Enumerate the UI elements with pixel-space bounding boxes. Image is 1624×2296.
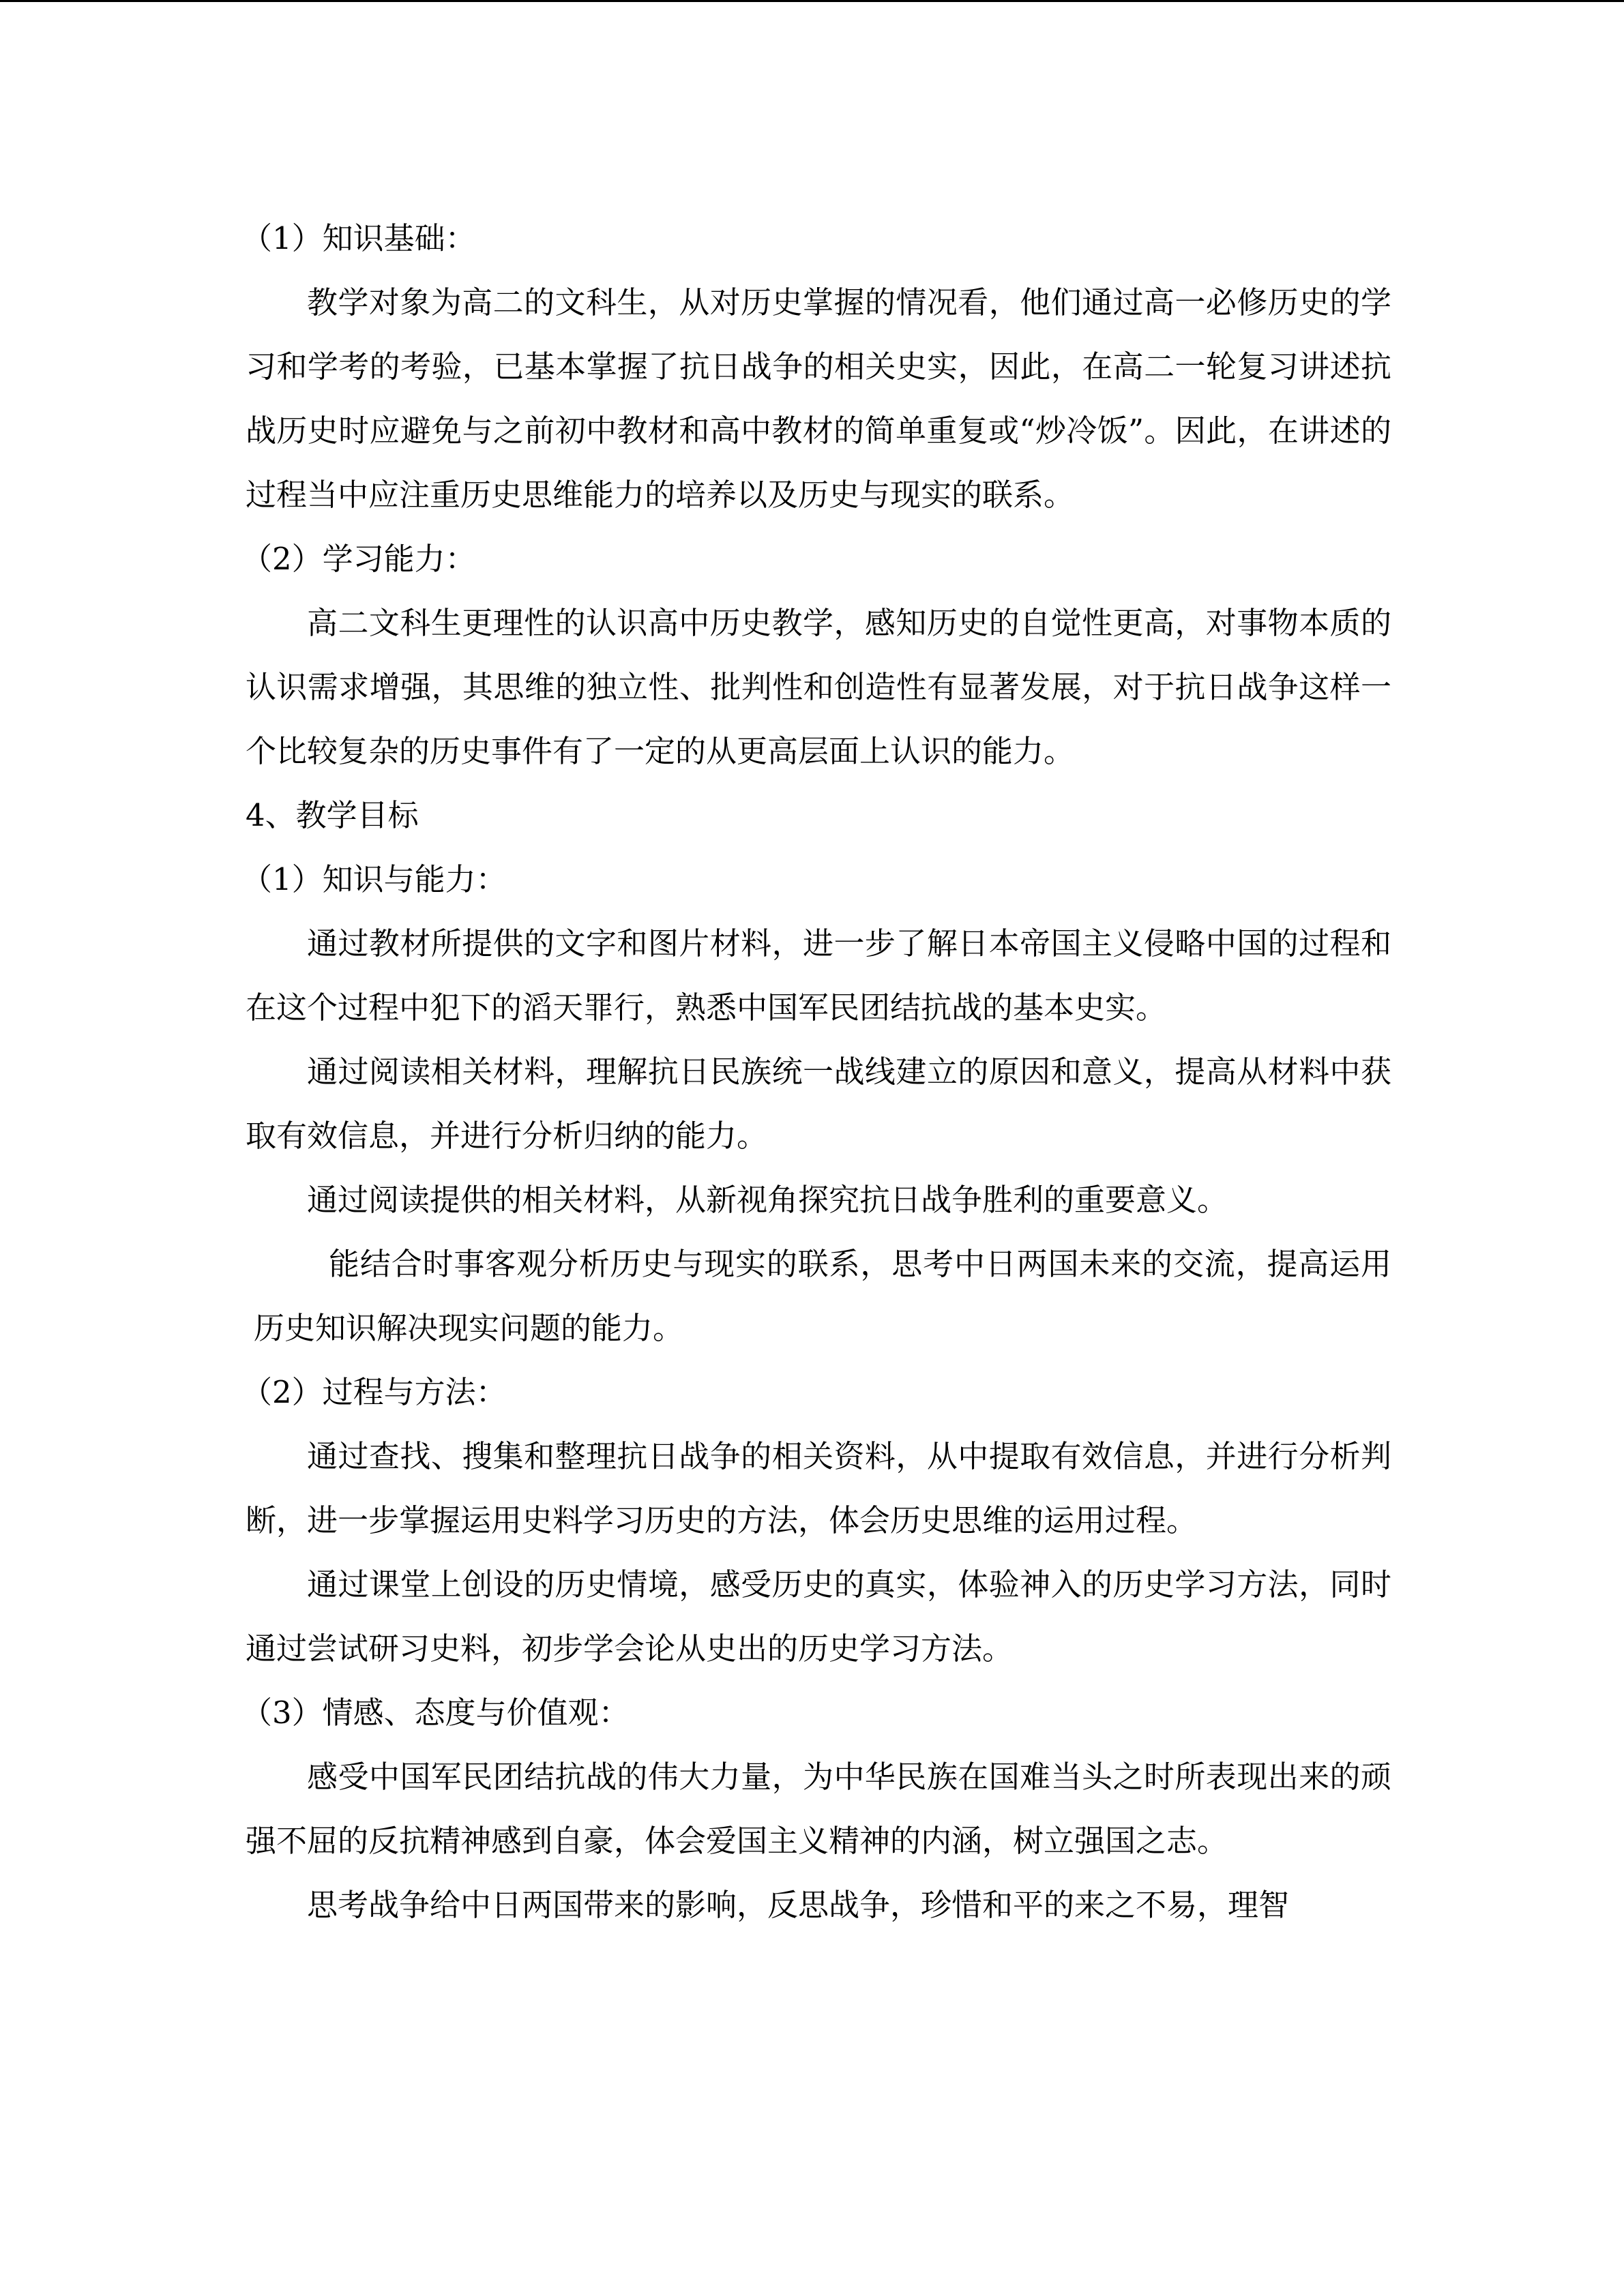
paragraph-objective-1: 通过教材所提供的文字和图片材料，进一步了解日本帝国主义侵略中国的过程和在这个过程中犯下的滔天罪行，熟悉中国军民团结抗战的基本史实。 (246, 925, 1391, 1026)
document-body (241, 207, 1391, 1937)
paragraph-objective-2: 通过阅读相关材料，理解抗日民族统一战线建立的原因和意义，提高从材料中获取有效信息，并进行分析归纳的能力。 (246, 1054, 1391, 1154)
paragraph-objective-4: 能结合时事客观分析历史与现实的联系，思考中日两国未来的交流，提高运用历史知识解决现实问题的能力。 (254, 1246, 1391, 1346)
paragraph-values-2: 思考战争给中日两国带来的影响，反思战争，珍惜和平的来之不易，理智 (307, 1887, 1290, 1923)
paragraph-objective-3: 通过阅读提供的相关材料，从新视角探究抗日战争胜利的重要意义。 (307, 1182, 1228, 1218)
subsection-heading-emotion-attitude-values: （3）情感、态度与价值观： (241, 1695, 630, 1731)
section-heading-knowledge-basis: （1）知识基础： (241, 220, 476, 256)
subsection-heading-knowledge-and-ability: （1）知识与能力： (241, 861, 507, 897)
paragraph-values-1: 感受中国军民团结抗战的伟大力量，为中华民族在国难当头之时所表现出来的顽强不屈的反抗精神感到自豪，体会爱国主义精神的内涵，树立强国之志。 (246, 1759, 1391, 1859)
paragraph-process-1: 通过查找、搜集和整理抗日战争的相关资料，从中提取有效信息，并进行分析判断，进一步掌握运用史料学习历史的方法，体会历史思维的运用过程。 (246, 1438, 1391, 1538)
paragraph-learning-ability: 高二文科生更理性的认识高中历史教学，感知历史的自觉性更高，对事物本质的认识需求增强，其思维的独立性、批判性和创造性有显著发展，对于抗日战争这样一个比较复杂的历史事件有了一定的从更高层面上认识的能力。 (246, 605, 1391, 769)
subsection-heading-process-and-method: （2）过程与方法： (241, 1374, 507, 1410)
paragraph-knowledge-basis: 教学对象为高二的文科生，从对历史掌握的情况看，他们通过高一必修历史的学习和学考的考验，已基本掌握了抗日战争的相关史实，因此，在高二一轮复习讲述抗战历史时应避免与之前初中教材和高中教材的简单重复或“炒冷饭”。因此，在讲述的过程当中应注重历史思维能力的培养以及历史与现实的联系。 (246, 284, 1391, 513)
section-heading-teaching-objectives: 4、教学目标 (246, 797, 419, 833)
section-heading-learning-ability: （2）学习能力： (241, 541, 476, 577)
paragraph-process-2: 通过课堂上创设的历史情境，感受历史的真实，体验神入的历史学习方法，同时通过尝试研习史料，初步学会论从史出的历史学习方法。 (246, 1566, 1391, 1667)
